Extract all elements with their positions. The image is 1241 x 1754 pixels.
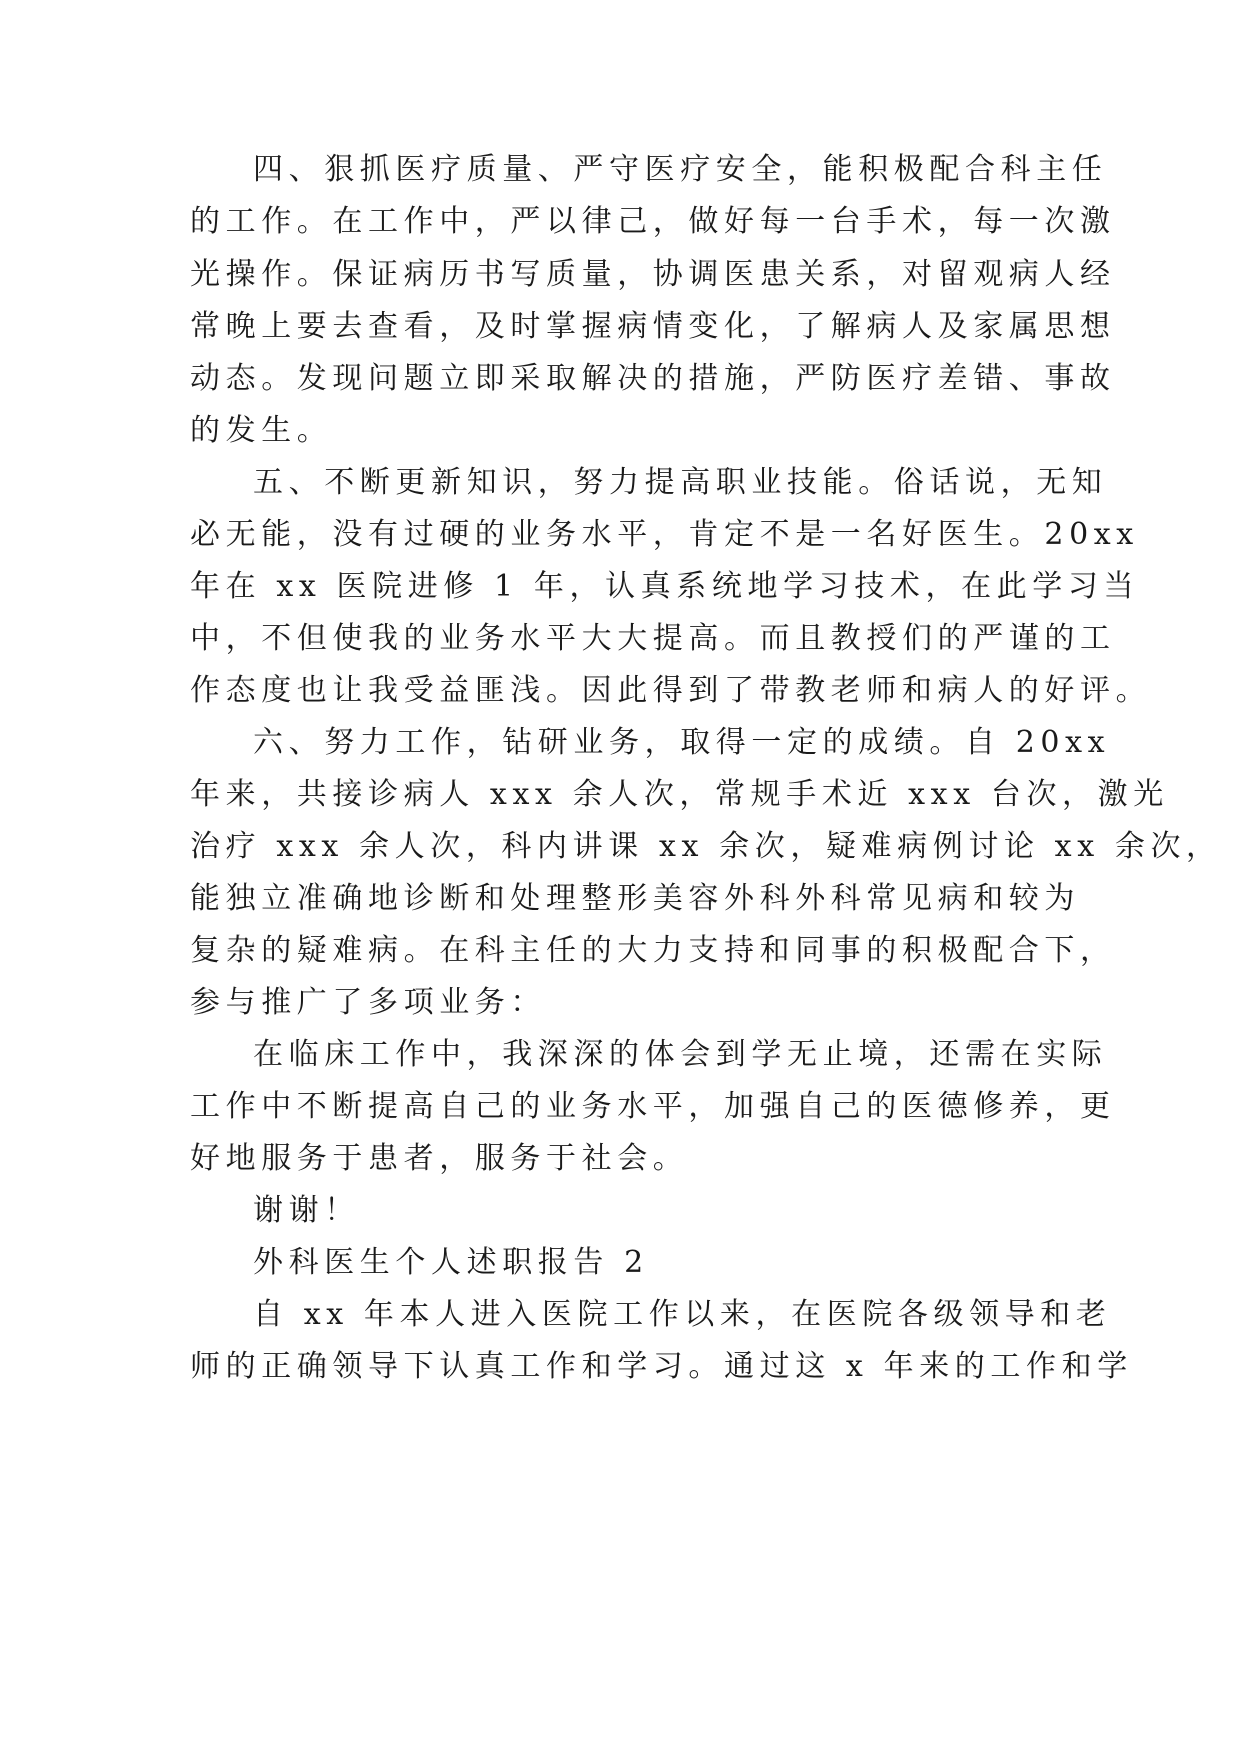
paragraph-4-line-6: 的发生。 — [190, 413, 333, 448]
report-2-heading: 外科医生个人述职报告 2 — [253, 1245, 649, 1280]
paragraph-6-line-6: 参与推广了多项业务： — [190, 985, 546, 1020]
thanks-line: 谢谢！ — [253, 1193, 360, 1228]
paragraph-5-line-3: 年在 xx 医院进修 1 年，认真系统地学习技术，在此学习当 — [190, 569, 1140, 604]
report-2-paragraph-line-1: 自 xx 年本人进入医院工作以来，在医院各级领导和老 — [253, 1297, 1112, 1332]
closing-paragraph-line-2: 工作中不断提高自己的业务水平，加强自己的医德修养，更 — [190, 1089, 1116, 1124]
paragraph-4-line-5: 动态。发现问题立即采取解决的措施，严防医疗差错、事故 — [190, 361, 1116, 396]
paragraph-6-line-3: 治疗 xxx 余人次，科内讲课 xx 余次，疑难病例讨论 xx 余次， — [190, 829, 1222, 864]
paragraph-6-line-4: 能独立准确地诊断和处理整形美容外科外科常见病和较为 — [190, 881, 1080, 916]
paragraph-6-line-1: 六、努力工作，钻研业务，取得一定的成绩。自 20xx — [253, 725, 1111, 760]
paragraph-4-line-1: 四、狠抓医疗质量、严守医疗安全，能积极配合科主任 — [253, 152, 1108, 187]
paragraph-5-line-1: 五、不断更新知识，努力提高职业技能。俗话说，无知 — [253, 465, 1108, 500]
paragraph-5-line-4: 中，不但使我的业务水平大大提高。而且教授们的严谨的工 — [190, 621, 1116, 656]
paragraph-5-line-2: 必无能，没有过硬的业务水平，肯定不是一名好医生。20xx — [190, 517, 1139, 552]
report-2-paragraph-line-2: 师的正确领导下认真工作和学习。通过这 x 年来的工作和学 — [190, 1349, 1133, 1384]
closing-paragraph-line-1: 在临床工作中，我深深的体会到学无止境，还需在实际 — [253, 1037, 1108, 1072]
paragraph-5-line-5: 作态度也让我受益匪浅。因此得到了带教老师和病人的好评。 — [190, 673, 1152, 708]
paragraph-6-line-2: 年来，共接诊病人 xxx 余人次，常规手术近 xxx 台次，激光 — [190, 777, 1169, 812]
paragraph-6-line-5: 复杂的疑难病。在科主任的大力支持和同事的积极配合下， — [190, 933, 1116, 968]
closing-paragraph-line-3: 好地服务于患者，服务于社会。 — [190, 1141, 689, 1176]
paragraph-4-line-4: 常晚上要去查看，及时掌握病情变化，了解病人及家属思想 — [190, 309, 1116, 344]
paragraph-4-line-3: 光操作。保证病历书写质量，协调医患关系，对留观病人经 — [190, 257, 1116, 292]
paragraph-4-line-2: 的工作。在工作中，严以律己，做好每一台手术，每一次激 — [190, 204, 1116, 239]
